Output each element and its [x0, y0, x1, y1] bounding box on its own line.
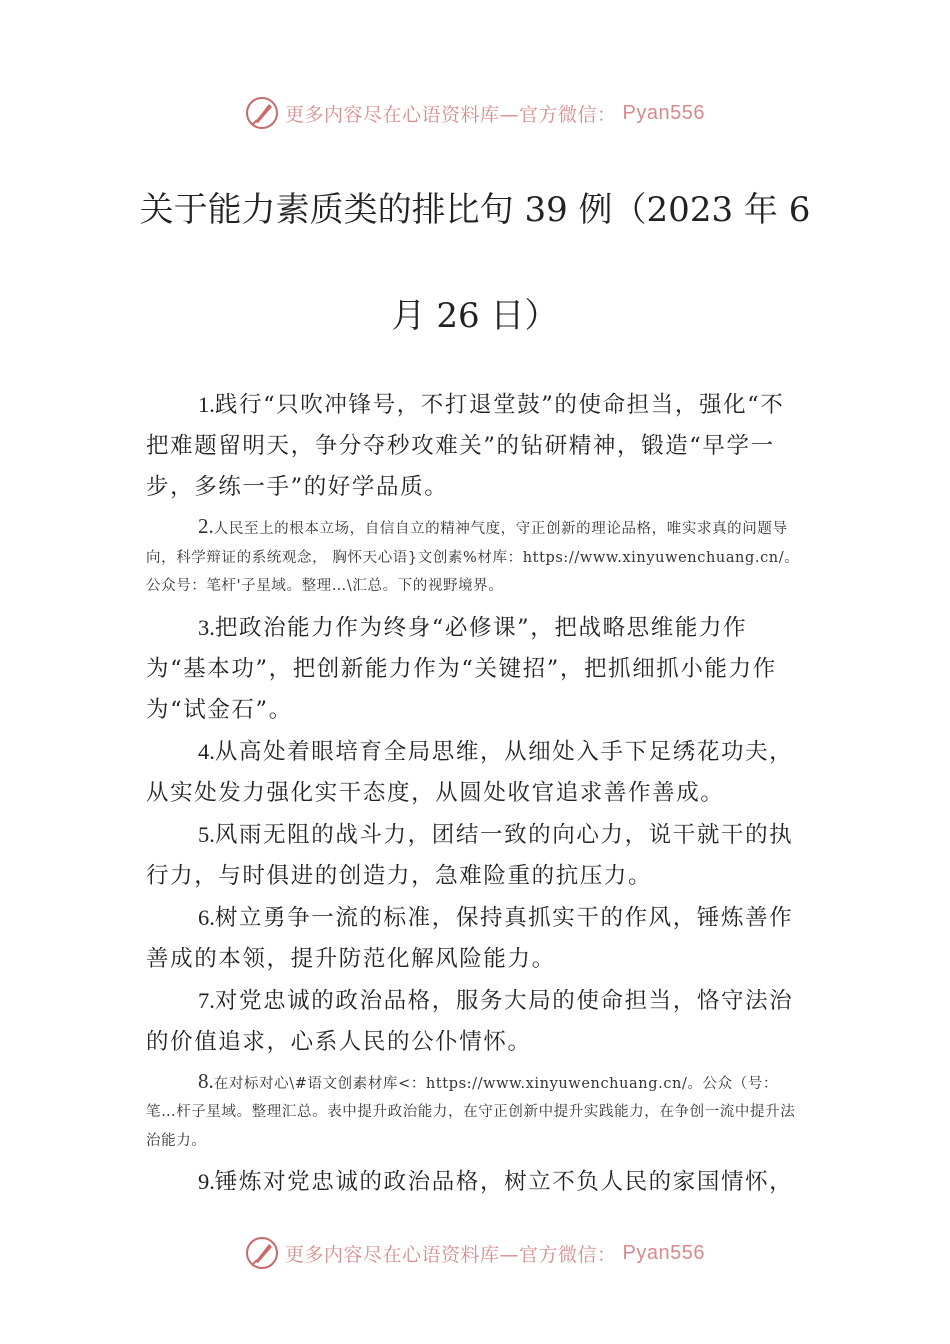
list-item: [146, 731, 806, 814]
item-number: 4.: [198, 738, 215, 764]
watermark-banner-top: [0, 96, 950, 130]
item-text: 对党忠诚的政治品格，服务大局的使命担当，恪守法治的价值追求，心系人民的公仆情怀。: [146, 987, 794, 1055]
item-number: 3.: [198, 614, 215, 640]
list-item: [146, 512, 806, 601]
document-title-line2: 月 26 日）: [391, 296, 559, 336]
item-number: 7.: [198, 987, 215, 1013]
item-text: 树立勇争一流的标准，保持真抓实干的作风，锤炼善作善成的本领，提升防范化解风险能力。: [146, 904, 794, 972]
item-text: 从高处着眼培育全局思维，从细处入手下足绣花功夫，从实处发力强化实干态度，从圆处收官追求善作善成。: [146, 738, 794, 806]
item-text: 践行“只吹冲锋号，不打退堂鼓”的使命担当，强化“不把难题留明天，争分夺秒攻难关”的钻研精神，锻造“早学一步，多练一手”的好学品质。: [146, 392, 785, 500]
list-item: [146, 1067, 806, 1156]
document-body: [146, 384, 806, 1203]
item-number: 6.: [198, 904, 215, 930]
item-number: 2.: [198, 514, 214, 538]
banner-text: 更多内容尽在心语资料库—官方微信：: [285, 103, 617, 126]
list-item: [146, 1161, 806, 1203]
item-text: 在对标对心\#语文创素材库<：https://www.xinyuwenchuang.cn/。公众（号：笔…杆子星域。整理汇总。表中提升政治能力，在守正创新中提升实践能力，在争创一流中提升法治能力。: [146, 1075, 796, 1149]
item-text: 把政治能力作为终身“必修课”，把战略思维能力作为“基本功”，把创新能力作为“关键招”，把抓细抓小能力作为“试金石”。: [146, 614, 777, 723]
item-number: 8.: [198, 1068, 214, 1093]
list-item: [146, 384, 806, 508]
list-item: [146, 897, 806, 980]
banner-handle: Pyan556: [622, 101, 705, 124]
item-text: 锤炼对党忠诚的政治品格，树立不负人民的家国情怀，: [214, 1169, 794, 1195]
item-number: 5.: [198, 821, 215, 847]
item-text: 人民至上的根本立场，自信自立的精神气度，守正创新的理论品格，唯实求真的问题导向，科学辩证的系统观念， 胸怀天心语}文创素%材库：https://www.xinyuwenchuang.cn/。公众号：笔杆'子星域。整理…\汇总。下的视野境界。: [146, 521, 800, 594]
banner-text: 更多内容尽在心语资料库—官方微信：: [285, 1243, 617, 1266]
list-item: [146, 607, 806, 731]
list-item: [146, 980, 806, 1063]
banner-handle: Pyan556: [622, 1241, 705, 1264]
item-number: 1.: [198, 392, 215, 417]
quill-logo-icon: [245, 96, 279, 130]
item-text: 风雨无阻的战斗力，团结一致的向心力，说干就干的执行力，与时俱进的创造力，急难险重的抗压力。: [146, 821, 794, 889]
list-item: [146, 814, 806, 897]
item-number: 9.: [198, 1169, 215, 1194]
quill-logo-icon: [245, 1236, 279, 1270]
document-title-line1: 关于能力素质类的排比句 39 例（2023 年 6: [139, 190, 811, 230]
watermark-banner-bottom: [0, 1236, 950, 1270]
